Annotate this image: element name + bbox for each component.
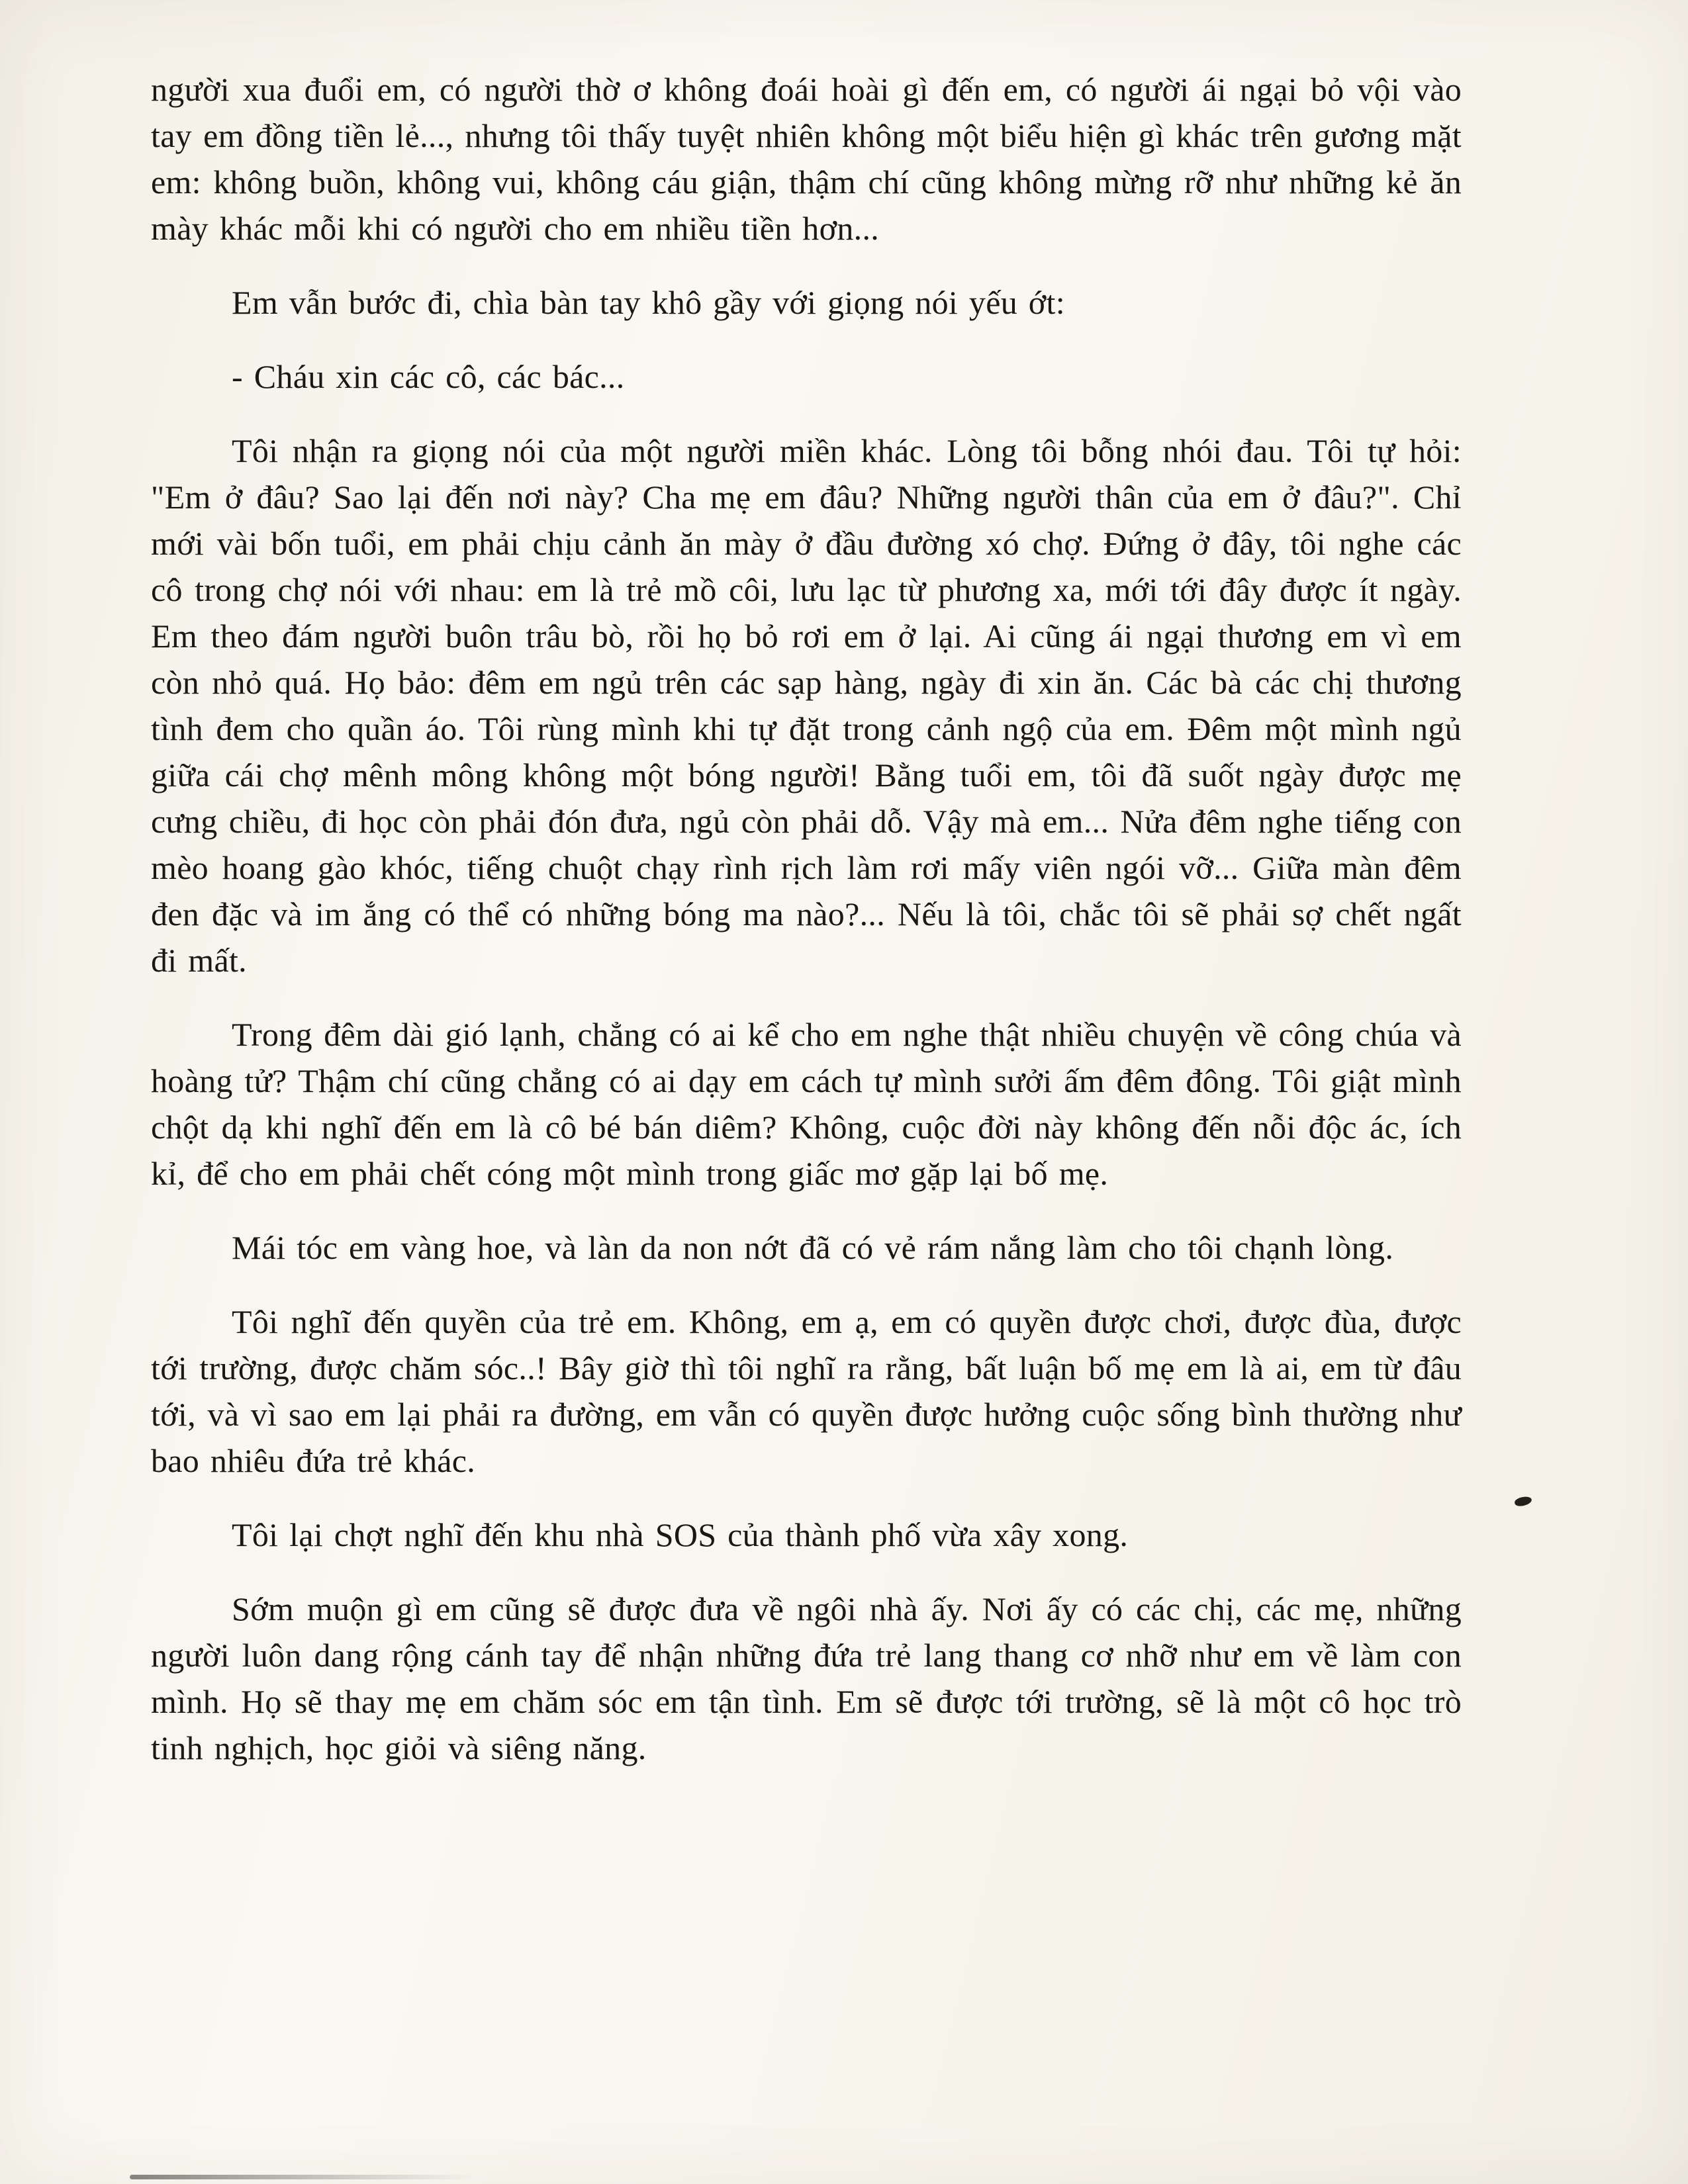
paragraph: Trong đêm dài gió lạnh, chẳng có ai kể cho em nghe thật nhiều chuyện về công chúa và hoàng tử? Thậm chí cũng chẳng có ai dạy em cách tự mình sưởi ấm đêm đông. Tôi giật mình chột dạ khi nghĩ đến em là cô bé bán diêm? Không, cuộc đời này không đến nỗi độc ác, ích kỉ, để cho em phải chết cóng một mình trong giấc mơ gặp lại bố mẹ. bbox=[151, 1016, 1462, 1192]
paragraph: Tôi nghĩ đến quyền của trẻ em. Không, em ạ, em có quyền được chơi, được đùa, được tới trường, được chăm sóc..! Bây giờ thì tôi nghĩ ra rằng, bất luận bố mẹ em là ai, em từ đâu tới, và vì sao em lại phải ra đường, em vẫn có quyền được hưởng cuộc sống bình thường như bao nhiêu đứa trẻ khác. bbox=[151, 1303, 1462, 1479]
page-text-block bbox=[151, 66, 1462, 1799]
paragraph: Mái tóc em vàng hoe, và làn da non nớt đã có vẻ rám nắng làm cho tôi chạnh lòng. bbox=[232, 1229, 1394, 1266]
paragraph: Em vẫn bước đi, chìa bàn tay khô gầy với giọng nói yếu ớt: bbox=[232, 284, 1065, 321]
scan-artifact-ink-mark bbox=[1514, 1495, 1532, 1508]
scan-artifact-bottom-smudge bbox=[130, 2175, 474, 2179]
paragraph-dialogue: - Cháu xin các cô, các bác... bbox=[232, 358, 625, 395]
paragraph: Sớm muộn gì em cũng sẽ được đưa về ngôi nhà ấy. Nơi ấy có các chị, các mẹ, những người luôn dang rộng cánh tay để nhận những đứa trẻ lang thang cơ nhỡ như em về làm con mình. Họ sẽ thay mẹ em chăm sóc em tận tình. Em sẽ được tới trường, sẽ là một cô học trò tinh nghịch, học giỏi và siêng năng. bbox=[151, 1590, 1462, 1766]
paragraph: người xua đuổi em, có người thờ ơ không đoái hoài gì đến em, có người ái ngại bỏ vội vào tay em đồng tiền lẻ..., nhưng tôi thấy tuyệt nhiên không một biểu hiện gì khác trên gương mặt em: không buồn, không vui, không cáu giận, thậm chí cũng không mừng rỡ như những kẻ ăn mày khác mỗi khi có người cho em nhiều tiền hơn... bbox=[151, 71, 1462, 247]
paragraph: Tôi lại chợt nghĩ đến khu nhà SOS của thành phố vừa xây xong. bbox=[232, 1516, 1129, 1553]
paragraph: Tôi nhận ra giọng nói của một người miền khác. Lòng tôi bỗng nhói đau. Tôi tự hỏi: "Em ở đâu? Sao lại đến nơi này? Cha mẹ em đâu? Những người thân của em ở đâu?". Chỉ mới vài bốn tuổi, em phải chịu cảnh ăn mày ở đầu đường xó chợ. Đứng ở đây, tôi nghe các cô trong chợ nói với nhau: em là trẻ mồ côi, lưu lạc từ phương xa, mới tới đây được ít ngày. Em theo đám người buôn trâu bò, rồi họ bỏ rơi em ở lại. Ai cũng ái ngại thương em vì em còn nhỏ quá. Họ bảo: đêm em ngủ trên các sạp hàng, ngày đi xin ăn. Các bà các chị thương tình đem cho quần áo. Tôi rùng mình khi tự đặt trong cảnh ngộ của em. Đêm một mình ngủ giữa cái chợ mênh mông không một bóng người! Bằng tuổi em, tôi đã suốt ngày được mẹ cưng chiều, đi học còn phải đón đưa, ngủ còn phải dỗ. Vậy mà em... Nửa đêm nghe tiếng con mèo hoang gào khóc, tiếng chuột chạy rình rịch làm rơi mấy viên ngói vỡ... Giữa màn đêm đen đặc và im ắng có thể có những bóng ma nào?... Nếu là tôi, chắc tôi sẽ phải sợ chết ngất đi mất. bbox=[151, 432, 1462, 979]
